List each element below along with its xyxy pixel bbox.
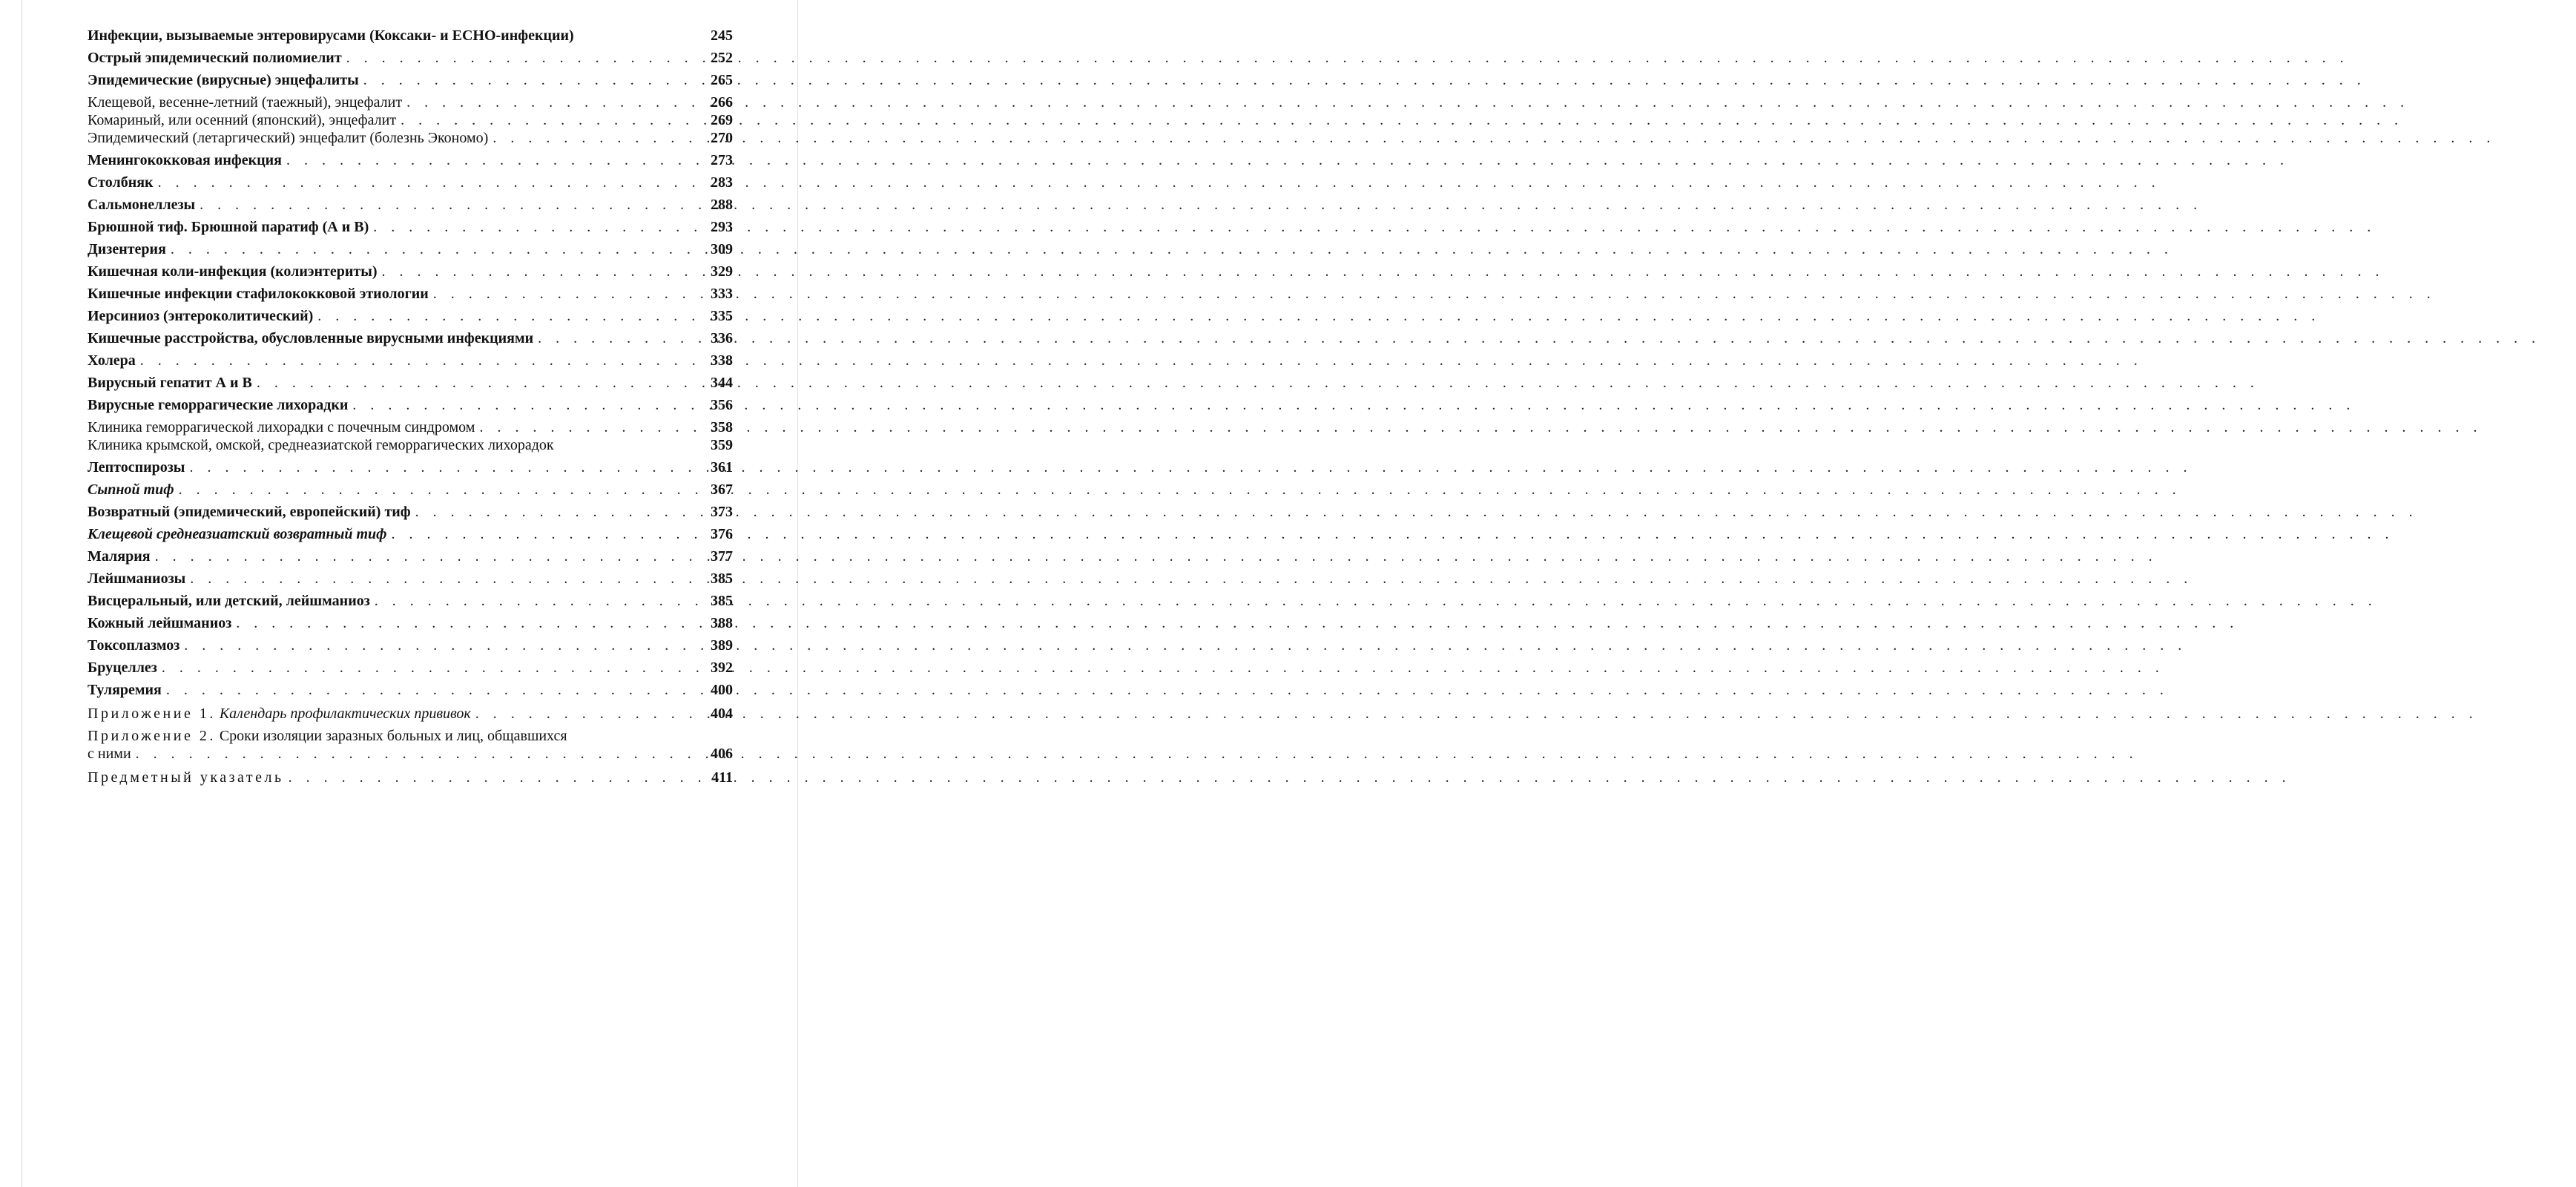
toc-entry-page-number: 376: [711, 526, 733, 542]
dot-leader: [433, 285, 696, 303]
toc-entry-title: Дизентерия: [88, 241, 166, 257]
toc-entry-page-number: 283: [711, 174, 733, 191]
toc-entry-page-number: 385: [711, 593, 733, 609]
toc-entry[interactable]: [88, 418, 733, 436]
dot-leader: [475, 705, 696, 723]
toc-entry-title: Сальмонеллезы: [88, 197, 196, 213]
toc-entry-page-number: 377: [711, 548, 733, 565]
toc-entry[interactable]: [88, 436, 733, 454]
appendix-1-label: Приложение 1.: [88, 706, 216, 722]
dot-leader: [184, 637, 696, 654]
toc-entry-page-number: 356: [711, 397, 733, 413]
toc-entry-title: Столбняк: [88, 174, 154, 191]
toc-entry[interactable]: [88, 49, 733, 67]
toc-entry-page-number: 333: [711, 286, 733, 302]
toc-entry-page-number: 385: [711, 571, 733, 587]
dot-leader: [352, 396, 696, 414]
appendix-1-page-number: 404: [711, 706, 733, 722]
dot-leader: [317, 307, 696, 325]
toc-entry[interactable]: [88, 592, 733, 610]
toc-entry-page-number: 269: [711, 112, 733, 128]
toc-entry-title: Клиника крымской, омской, среднеазиатской геморрагических лихорадок: [88, 437, 554, 453]
toc-entry-page-number: 359: [711, 437, 733, 453]
toc-entry[interactable]: [88, 263, 733, 280]
toc-entry-page-number: 389: [711, 637, 733, 654]
toc-entry[interactable]: [88, 196, 733, 214]
dot-leader: [373, 218, 696, 236]
toc-entry[interactable]: [88, 681, 733, 699]
toc-entry[interactable]: [88, 218, 733, 236]
dot-leader: [538, 329, 696, 347]
dot-leader: [363, 71, 696, 89]
toc-entry-page-number: 400: [711, 682, 733, 698]
dot-leader: [391, 525, 696, 543]
toc-entry-title: Холера: [88, 352, 136, 369]
toc-entry-title: Клиника геморрагической лихорадки с почечным синдромом: [88, 419, 475, 435]
toc-entry[interactable]: [88, 458, 733, 476]
table-of-contents: [88, 27, 733, 786]
toc-entry-page-number: 288: [711, 197, 733, 213]
toc-entry-page-number: 329: [711, 263, 733, 280]
toc-entry-title: Острый эпидемический полиомиелит: [88, 50, 342, 66]
toc-entry-title: Клещевой среднеазиатский возвратный тиф: [88, 526, 387, 542]
toc-entry[interactable]: [88, 129, 733, 147]
dot-leader: [140, 352, 696, 369]
toc-entry[interactable]: [88, 27, 733, 45]
toc-entry-title: Бруцеллез: [88, 660, 157, 676]
toc-entry[interactable]: [88, 151, 733, 169]
dot-leader: [200, 196, 696, 214]
toc-entry-page-number: 265: [711, 72, 733, 88]
appendix-2-title-line1: Сроки изоляции заразных больных и лиц, общавшихся: [219, 728, 567, 744]
toc-entry-title: Эпидемические (вирусные) энцефалиты: [88, 72, 359, 88]
dot-leader: [171, 240, 696, 258]
toc-entry-title: Клещевой, весенне-летний (таежный), энцефалит: [88, 94, 403, 111]
dot-leader: [375, 592, 696, 610]
toc-entry[interactable]: [88, 614, 733, 632]
toc-entry-page-number: 335: [711, 308, 733, 324]
dot-leader: [479, 418, 696, 436]
toc-entry-title: Возвратный (эпидемический, европейский) тиф: [88, 504, 411, 520]
toc-entry[interactable]: [88, 352, 733, 369]
toc-entry-title: Брюшной тиф. Брюшной паратиф (А и В): [88, 219, 369, 235]
toc-entry-page-number: 358: [711, 419, 733, 435]
toc-entry-page-number: 336: [711, 330, 733, 346]
toc-entry-title: Кишечная коли-инфекция (колиэнтериты): [88, 263, 378, 280]
appendix-2-page-number: 406: [711, 746, 733, 762]
dot-leader: [166, 681, 696, 699]
toc-entry-page-number: 344: [711, 375, 733, 391]
dot-leader: [286, 151, 696, 169]
toc-entry-title: Туляремия: [88, 682, 162, 698]
subject-index-label: Предметный указатель: [88, 769, 284, 786]
dot-leader: [289, 769, 696, 786]
dot-leader: [346, 49, 696, 67]
toc-entry-title: Вирусный гепатит А и В: [88, 375, 252, 391]
toc-entry-title: Кишечные инфекции стафилококковой этиологии: [88, 286, 429, 302]
toc-entry-title: Кожный лейшманиоз: [88, 615, 232, 631]
toc-entry[interactable]: [88, 374, 733, 392]
toc-entry-page-number: 392: [711, 660, 733, 676]
toc-entry[interactable]: [88, 93, 733, 111]
toc-entry-page-number: 273: [711, 152, 733, 168]
appendix-2-title-line2: с ними: [88, 746, 131, 762]
toc-entry-page-number: 367: [711, 481, 733, 498]
toc-entry[interactable]: [88, 525, 733, 543]
toc-entry-title: Лептоспирозы: [88, 459, 185, 476]
toc-entry[interactable]: [88, 503, 733, 521]
toc-entry[interactable]: [88, 329, 733, 347]
toc-entry-title: Малярия: [88, 548, 151, 565]
toc-entry-title: Вирусные геморрагические лихорадки: [88, 397, 349, 413]
dot-leader: [190, 570, 696, 588]
toc-entry[interactable]: [88, 396, 733, 414]
subject-index-page-number: 411: [711, 769, 733, 786]
toc-entries: [88, 27, 733, 699]
dot-leader: [415, 503, 696, 521]
toc-entry-page-number: 293: [711, 219, 733, 235]
toc-entry[interactable]: [88, 481, 733, 499]
toc-entry[interactable]: [88, 111, 733, 129]
toc-entry-page-number: 373: [711, 504, 733, 520]
toc-entry[interactable]: [88, 71, 733, 89]
dot-leader: [257, 374, 696, 392]
dot-leader: [136, 745, 696, 763]
dot-leader: [381, 263, 696, 280]
dot-leader: [155, 548, 696, 565]
toc-entry-page-number: 338: [711, 352, 733, 369]
dot-leader: [158, 174, 696, 191]
toc-entry-title: Висцеральный, или детский, лейшманиоз: [88, 593, 370, 609]
document-viewer: [0, 0, 820, 1187]
dot-leader: [236, 614, 696, 632]
toc-entry[interactable]: [88, 307, 733, 325]
dot-leader: [189, 458, 696, 476]
toc-entry[interactable]: [88, 285, 733, 303]
appendix-2-label: Приложение 2.: [88, 728, 216, 744]
toc-appendix-2[interactable]: [88, 727, 733, 763]
toc-entry-title: Инфекции, вызываемые энтеровирусами (Коксаки- и ECHO-инфекции): [88, 27, 574, 44]
toc-entry-title: Комариный, или осенний (японский), энцефалит: [88, 112, 397, 128]
toc-subject-index[interactable]: [88, 769, 733, 786]
toc-entry-page-number: 388: [711, 615, 733, 631]
dot-leader: [179, 481, 696, 499]
toc-entry-title: Иерсиниоз (энтероколитический): [88, 308, 314, 324]
toc-entry-title: Токсоплазмоз: [88, 637, 180, 654]
dot-leader: [493, 129, 696, 147]
dot-leader: [162, 659, 696, 677]
toc-entry-title: Кишечные расстройства, обусловленные вирусными инфекциями: [88, 330, 534, 346]
toc-entry-page-number: 309: [711, 241, 733, 257]
toc-entry-title: Сыпной тиф: [88, 481, 174, 498]
toc-entry[interactable]: [88, 548, 733, 565]
toc-entry-page-number: 252: [711, 50, 733, 66]
toc-entry[interactable]: [88, 659, 733, 677]
toc-entry-page-number: 361: [711, 459, 733, 476]
toc-entry-title: Лейшманиозы: [88, 571, 186, 587]
toc-entry[interactable]: [88, 174, 733, 191]
toc-entry-page-number: 266: [711, 94, 733, 111]
appendix-1-title: Календарь профилактических прививок: [219, 706, 471, 722]
toc-entry-page-number: 245: [711, 27, 733, 44]
dot-leader: [401, 111, 696, 129]
toc-entry[interactable]: [88, 637, 733, 654]
toc-appendix-1[interactable]: [88, 705, 733, 723]
toc-entry[interactable]: [88, 570, 733, 588]
toc-entry-page-number: 270: [711, 130, 733, 146]
toc-entry[interactable]: [88, 240, 733, 258]
toc-entry-title: Эпидемический (летаргический) энцефалит (болезнь Экономо): [88, 130, 489, 146]
dot-leader: [406, 93, 696, 111]
toc-entry-title: Менингококковая инфекция: [88, 152, 282, 168]
